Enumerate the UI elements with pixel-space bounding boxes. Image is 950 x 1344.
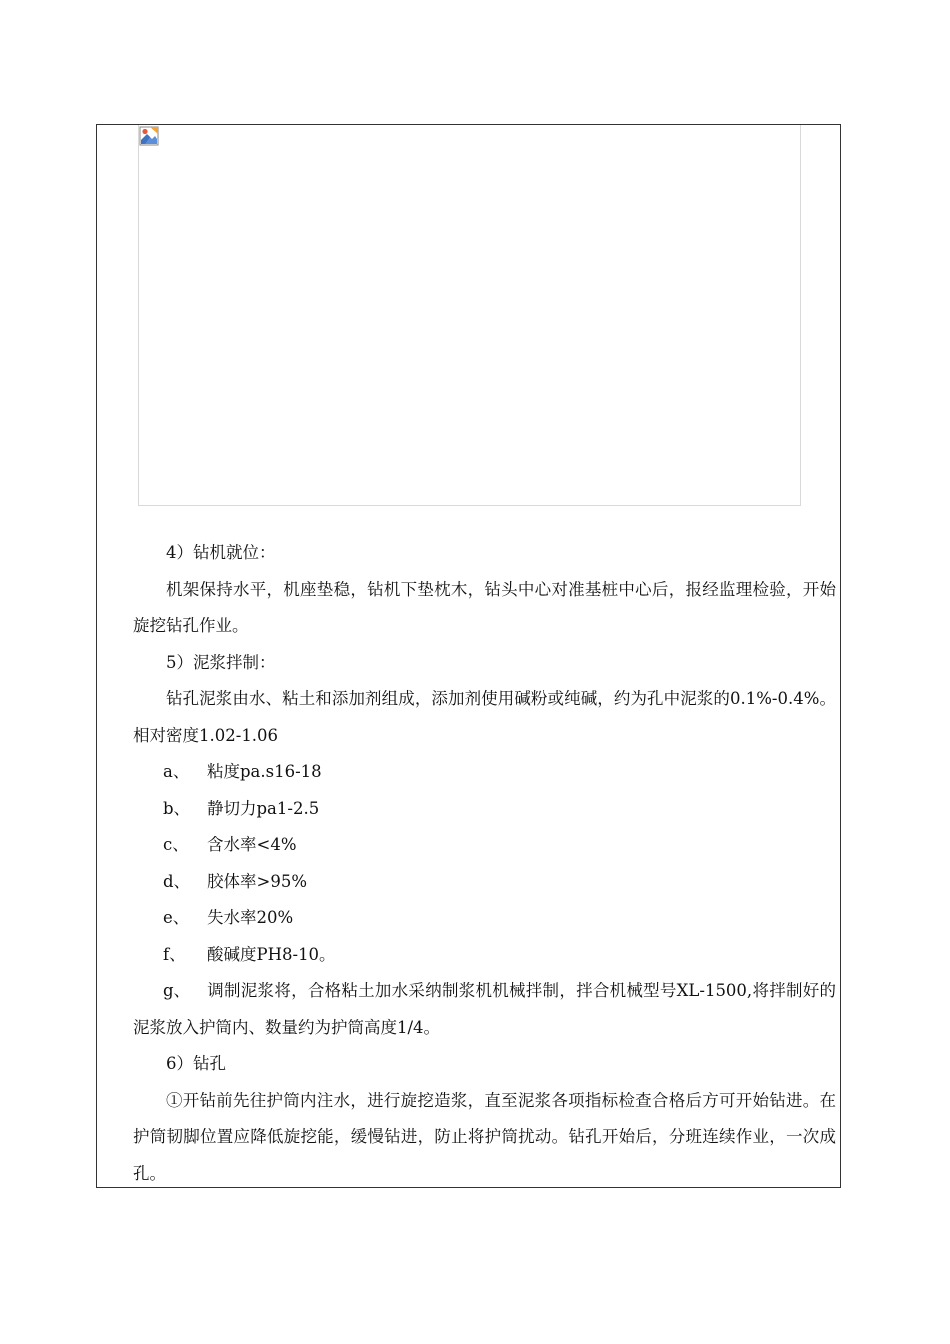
section-4-heading: 4）钻机就位： <box>166 543 276 562</box>
document-body <box>133 535 836 1192</box>
list-item-text: 调制泥浆将，合格粘土加水采纳制浆机机械拌制，拌合机械型号XL-1500,将拌制好的泥浆放入护筒内、数量约为护筒高度1/4。 <box>133 981 836 1037</box>
section-4-body: 机架保持水平，机座垫稳，钻机下垫枕木，钻头中心对准基桩中心后，报经监理检验，开始旋挖钻孔作业。 <box>133 579 836 635</box>
broken-image-icon <box>139 126 159 146</box>
section-5-body: 钻孔泥浆由水、粘土和添加剂组成，添加剂使用碱粉或纯碱，约为孔中泥浆的0.1%-0.4%。相对密度1.02-1.06 <box>133 689 836 745</box>
list-item-marker: e、 <box>163 908 190 927</box>
list-item-text: 静切力pa1-2.5 <box>207 798 320 818</box>
embedded-image-placeholder <box>138 125 801 506</box>
list-item <box>133 973 836 1046</box>
list-item-text: 酸碱度PH8-10。 <box>207 944 336 964</box>
list-item <box>133 791 836 828</box>
list-item-marker: f、 <box>163 944 186 964</box>
section-6-heading: 6）钻孔 <box>166 1054 226 1073</box>
list-item <box>133 827 836 864</box>
list-item <box>133 900 836 937</box>
list-item-text: 胶体率>95% <box>207 871 307 891</box>
list-item <box>133 937 836 974</box>
list-item-marker: b、 <box>163 798 191 818</box>
list-item-text: 含水率<4% <box>207 835 297 854</box>
list-item-marker: a、 <box>163 762 190 781</box>
section-5-heading: 5）泥浆拌制： <box>166 652 276 672</box>
list-item-text: 粘度pa.s16-18 <box>207 762 322 781</box>
document-frame <box>96 124 841 1188</box>
list-item-marker: c、 <box>163 835 189 854</box>
list-item-text: 失水率20% <box>207 908 294 927</box>
list-item-marker: d、 <box>163 871 191 891</box>
list-item <box>133 864 836 901</box>
list-item <box>133 754 836 791</box>
section-6-body: ①开钻前先往护筒内注水，进行旋挖造浆，直至泥浆各项指标检查合格后方可开始钻进。在护筒韧脚位置应降低旋挖能，缓慢钻进，防止将护筒扰动。钻孔开始后，分班连续作业，一次成孔。 <box>133 1090 836 1183</box>
list-item-marker: g、 <box>163 981 191 1000</box>
